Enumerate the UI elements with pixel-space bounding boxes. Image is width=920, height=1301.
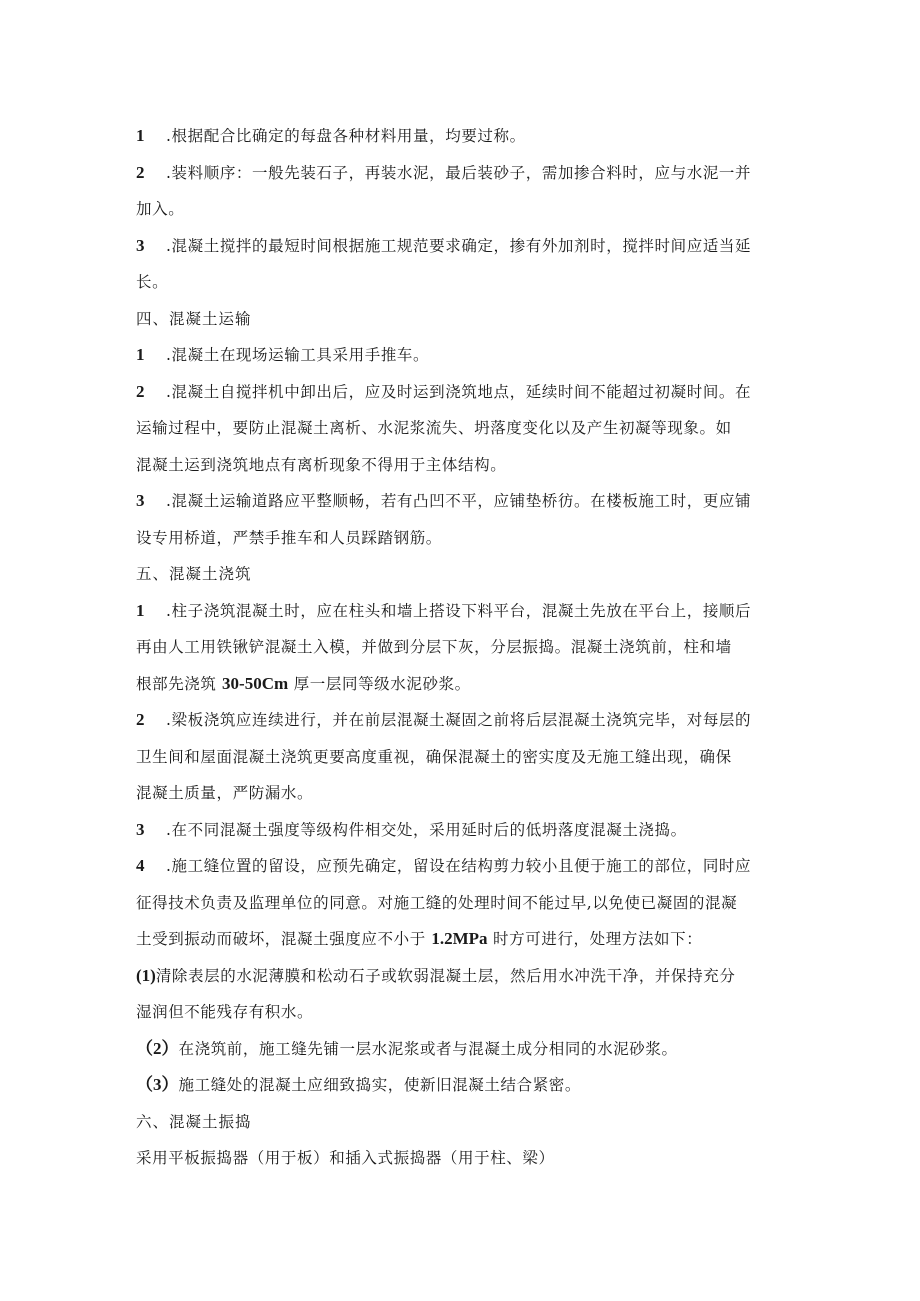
text-segment: 根部先浇筑 [136, 674, 223, 693]
text-segment: 时方可进行，处理方法如下： [487, 930, 703, 948]
section-heading: 五、混凝土浇筑 [136, 565, 252, 583]
sub-item-text: 在浇筑前，施工缝先铺一层水泥浆或者与混凝土成分相同的水泥砂浆。 [178, 1039, 678, 1058]
item-number: 3 [136, 235, 145, 255]
list-item [136, 812, 786, 849]
section-heading: 六、混凝土振捣 [136, 1112, 252, 1131]
thickness-value: 30-50Cm [222, 673, 289, 693]
item-continuation: 再由人工用铁锹铲混凝土入模，并做到分层下灰，分层振捣。混凝土浇筑前，柱和墙 [136, 638, 732, 656]
list-item [136, 155, 786, 192]
item-number: 4 [136, 856, 145, 875]
list-item [136, 374, 786, 411]
item-text: .装料顺序：一般先装石子，再装水泥，最后装砂子，需加掺合料时，应与水泥一并 [166, 163, 752, 182]
item-continuation: 征得技术负责及监理单位的同意。对施工缝的处理时间不能过早,以免使已凝固的混凝 [136, 893, 738, 912]
text-segment: 厚一层同等级水泥砂浆。 [288, 674, 471, 693]
sub-item [136, 1031, 786, 1068]
item-continuation [136, 666, 786, 703]
document-body [136, 118, 786, 1177]
strength-value: 1.2MPa [431, 929, 488, 948]
sub-item [136, 1067, 786, 1104]
item-text: .在不同混凝土强度等级构件相交处，采用延时后的低坍落度混凝土浇捣。 [166, 820, 687, 839]
item-text: .根据配合比确定的每盘各种材料用量，均要过称。 [166, 127, 526, 145]
item-text: .混凝土搅拌的最短时间根据施工规范要求确定，掺有外加剂时，搅拌时间应适当延 [166, 236, 752, 255]
item-continuation: 混凝土运到浇筑地点有离析现象不得用于主体结构。 [136, 455, 507, 474]
item-text: .施工缝位置的留设，应预先确定，留设在结构剪力较小且便于施工的部位，同时应 [166, 857, 752, 875]
text-segment: 土受到振动而破坏，混凝土强度应不小于 [136, 930, 432, 948]
item-number: 1 [136, 600, 145, 620]
item-continuation: 运输过程中，要防止混凝土离析、水泥浆流失、坍落度变化以及产生初凝等现象。如 [136, 419, 732, 437]
item-number: 2 [136, 381, 145, 401]
list-item [136, 702, 786, 739]
item-number: 3 [136, 491, 145, 510]
list-item [136, 118, 786, 155]
sub-item [136, 958, 786, 995]
item-number: 2 [136, 710, 145, 729]
item-continuation: 卫生间和屋面混凝土浇筑更要高度重视，确保混凝土的密实度及无施工缝出现，确保 [136, 747, 732, 766]
item-continuation: 长。 [136, 273, 169, 291]
item-text: .混凝土自搅拌机中卸出后，应及时运到浇筑地点，延续时间不能超过初凝时间。在 [166, 382, 752, 401]
list-item [136, 228, 786, 265]
item-number: 2 [136, 162, 145, 182]
sub-item-text: 施工缝处的混凝土应细致捣实，使新旧混凝土结合紧密。 [178, 1076, 582, 1094]
section-heading: 四、混凝土运输 [136, 309, 252, 328]
item-continuation [136, 921, 786, 958]
item-continuation: 混凝土质量，严防漏水。 [136, 784, 314, 802]
item-number: 1 [136, 345, 145, 364]
sub-item-text: 清除表层的水泥薄膜和松动石子或软弱混凝土层，然后用水冲洗干净，并保持充分 [155, 966, 736, 985]
list-item [136, 593, 786, 630]
item-text: .混凝土在现场运输工具采用手推车。 [166, 346, 430, 364]
list-item [136, 483, 786, 520]
sub-item-number: （3） [136, 1075, 179, 1094]
item-text: .柱子浇筑混凝土时，应在柱头和墙上搭设下料平台，混凝土先放在平台上，接顺后 [166, 601, 752, 620]
item-text: .混凝土运输道路应平整顺畅，若有凸凹不平，应铺垫桥彷。在楼板施工时，更应铺 [166, 492, 752, 510]
item-number: 3 [136, 819, 145, 839]
paragraph: 采用平板振捣器（用于板）和插入式振捣器（用于柱、梁） [136, 1149, 555, 1167]
item-continuation: 湿润但不能残存有积水。 [136, 1003, 314, 1021]
item-continuation: 加入。 [136, 200, 185, 218]
list-item [136, 337, 786, 374]
list-item [136, 848, 786, 885]
sub-item-number: （2） [136, 1038, 179, 1058]
item-continuation: 设专用桥道，严禁手推车和人员踩踏钢筋。 [136, 528, 442, 547]
item-text: .梁板浇筑应连续进行，并在前层混凝土凝固之前将后层混凝土浇筑完毕，对每层的 [166, 711, 752, 729]
sub-item-number: (1) [136, 965, 156, 985]
item-number: 1 [136, 126, 145, 145]
